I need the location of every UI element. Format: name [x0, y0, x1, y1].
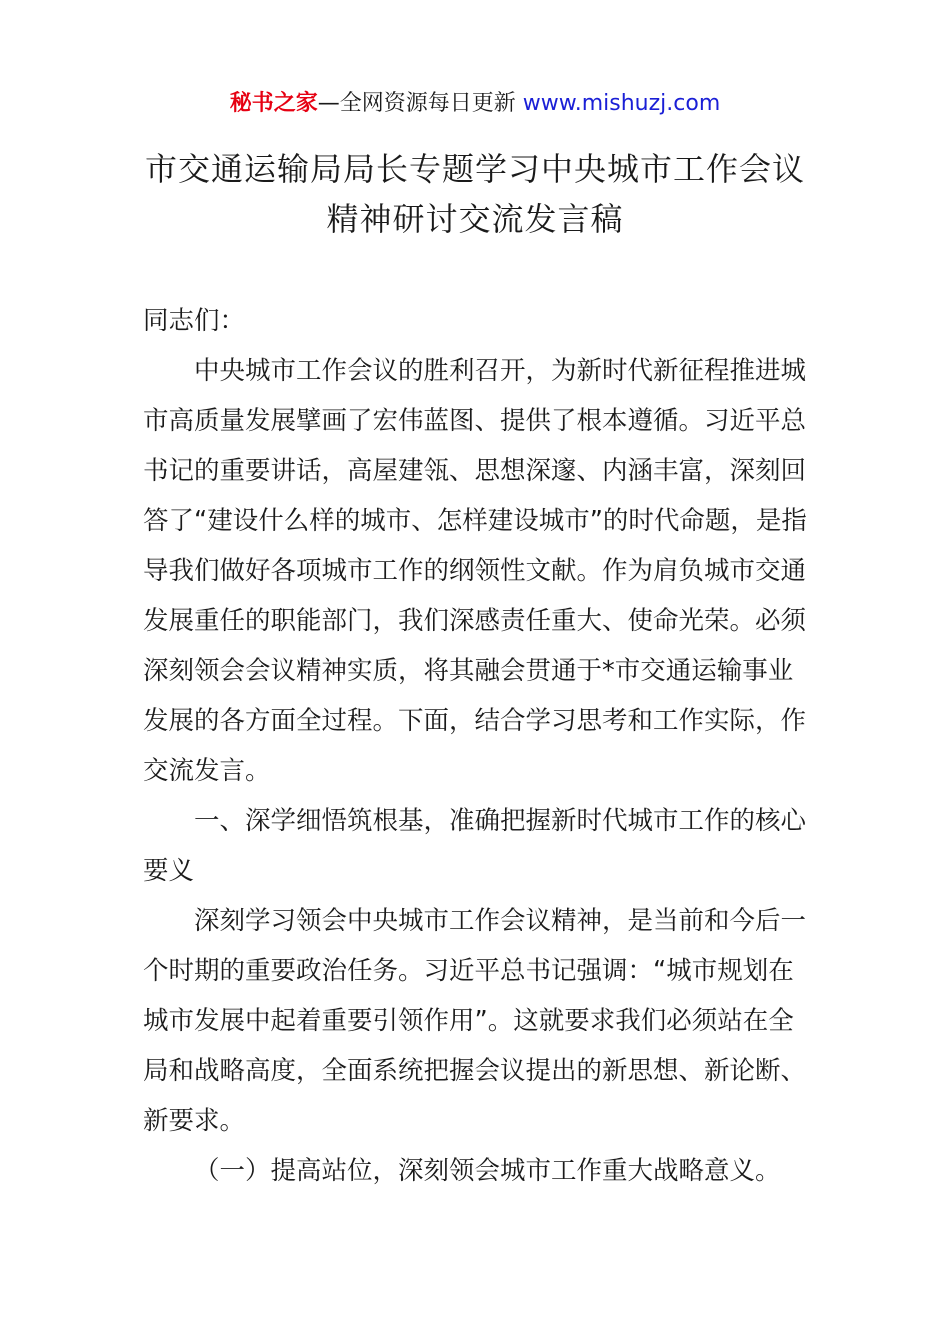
brand-name: 秘书之家	[229, 91, 318, 116]
section-heading-1: 一、深学细悟筑根基，准确把握新时代城市工作的核心要义	[143, 806, 807, 886]
document-title	[60, 144, 890, 244]
title-line-2: 精神研讨交流发言稿	[326, 200, 624, 238]
site-header	[0, 86, 950, 122]
website-link[interactable]: www.mishuzj.com	[522, 91, 721, 116]
salutation: 同志们：	[143, 306, 246, 336]
title-line-1: 市交通运输局局长专题学习中央城市工作会议	[144, 150, 805, 188]
paragraph-section-1: 深刻学习领会中央城市工作会议精神，是当前和今后一个时期的重要政治任务。习近平总书记强调：“城市规划在城市发展中起着重要引领作用”。这就要求我们必须站在全局和战略高度，全面系统把握会议提出的新思想、新论断、新要求。	[143, 906, 807, 1136]
paragraph-intro: 中央城市工作会议的胜利召开，为新时代新征程推进城市高质量发展擘画了宏伟蓝图、提供了根本遵循。习近平总书记的重要讲话，高屋建瓴、思想深邃、内涵丰富，深刻回答了“建设什么样的城市、怎样建设城市”的时代命题，是指导我们做好各项城市工作的纲领性文献。作为肩负城市交通发展重任的职能部门，我们深感责任重大、使命光荣。必须深刻领会会议精神实质，将其融会贯通于*市交通运输事业发展的各方面全过程。下面，结合学习思考和工作实际，作交流发言。	[143, 356, 807, 786]
document-body	[143, 296, 811, 1196]
subsection-heading-1: （一）提高站位，深刻领会城市工作重大战略意义。	[194, 1156, 781, 1186]
header-tagline: —全网资源每日更新	[317, 91, 523, 116]
